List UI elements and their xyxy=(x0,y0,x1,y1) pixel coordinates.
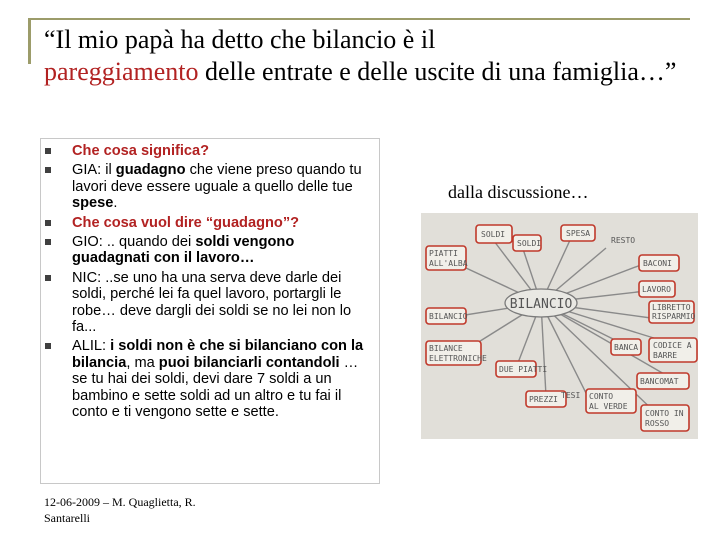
bullet-text-segment: guadagno xyxy=(115,162,186,179)
svg-text:AL VERDE: AL VERDE xyxy=(589,402,628,411)
title-part-1: “Il mio papà ha detto che bilancio è il xyxy=(44,25,436,54)
bullet-item xyxy=(44,270,374,336)
bullet-text-segment: GIO: .. quando dei xyxy=(72,234,196,251)
bullet-item xyxy=(44,338,374,420)
svg-text:ROSSO: ROSSO xyxy=(645,419,670,428)
svg-text:BANCOMAT: BANCOMAT xyxy=(640,377,679,386)
bullet-marker-icon xyxy=(45,275,51,281)
bullet-list xyxy=(44,143,374,424)
title-accent-vertical xyxy=(28,18,31,64)
bullet-marker-icon xyxy=(45,220,51,226)
mindmap-center-label: BILANCIO xyxy=(509,297,573,312)
bullet-text-segment: … se tu hai dei soldi, devi dare 7 soldi a un bambino e sette soldi ad un altro e tu fai il conto e ti vengono sette e sette. xyxy=(72,354,359,421)
svg-text:ALL'ALBA: ALL'ALBA xyxy=(429,259,468,268)
bullet-text-segment: i soldi non è che si bilanciano con la bilancia xyxy=(72,338,364,371)
bullet-text-segment: spese xyxy=(72,195,114,212)
bullet-item xyxy=(44,143,374,159)
bullet-text-segment: Che cosa significa? xyxy=(72,143,210,159)
mindmap-photo xyxy=(421,213,698,439)
slide-title xyxy=(44,24,694,88)
svg-text:TESI: TESI xyxy=(561,391,581,400)
title-accent-horizontal xyxy=(28,18,690,20)
svg-text:LAVORO: LAVORO xyxy=(642,285,671,294)
svg-text:RESTO: RESTO xyxy=(611,236,636,245)
bullet-item xyxy=(44,162,374,211)
svg-text:BARRE: BARRE xyxy=(653,351,678,360)
svg-text:BILANCE: BILANCE xyxy=(429,344,463,353)
photo-caption: dalla discussione… xyxy=(448,182,589,202)
svg-text:DUE PIATTI: DUE PIATTI xyxy=(499,365,548,374)
bullet-text-segment: che viene preso quando tu lavori deve essere uguale a quello delle tue xyxy=(72,162,362,195)
svg-text:CODICE A: CODICE A xyxy=(653,341,692,350)
svg-text:PIATTI: PIATTI xyxy=(429,249,458,258)
bullet-text-segment: ALIL: xyxy=(72,338,111,355)
bullet-text-segment: GIA: il xyxy=(72,162,116,179)
bullet-text-segment: Che cosa vuol dire “guadagno”? xyxy=(72,214,300,231)
bullet-text-segment: soldi vengono guadagnati con il lavoro… xyxy=(72,234,295,267)
svg-text:SPESA: SPESA xyxy=(566,229,591,238)
title-part-3: delle entrate e delle uscite di una famiglia…” xyxy=(198,57,677,86)
bullet-text-segment: . xyxy=(113,195,118,212)
svg-text:BANCA: BANCA xyxy=(614,343,639,352)
bullet-text-segment: , ma xyxy=(126,354,159,371)
svg-text:CONTO IN: CONTO IN xyxy=(645,409,684,418)
svg-text:PREZZI: PREZZI xyxy=(529,395,558,404)
svg-text:LIBRETTO: LIBRETTO xyxy=(652,303,691,312)
slide-footer: 12-06-2009 – M. Quaglietta, R. Santarelli xyxy=(44,495,196,525)
svg-text:RISPARMIO: RISPARMIO xyxy=(652,312,696,321)
svg-text:SOLDI: SOLDI xyxy=(481,230,506,239)
svg-text:BILANCIO: BILANCIO xyxy=(429,312,468,321)
bullet-item xyxy=(44,234,374,267)
svg-text:BACONI: BACONI xyxy=(643,259,672,268)
title-part-2: pareggiamento xyxy=(44,57,199,86)
svg-text:SOLDI: SOLDI xyxy=(517,239,542,248)
bullet-marker-icon xyxy=(45,343,51,349)
bullet-text-segment: NIC: ..se uno ha una serva deve darle dei soldi, perché lei fa quel lavoro, portargli le robe… deve dargli dei soldi se no lei non lo fa... xyxy=(72,269,352,336)
svg-text:ELETTRONICHE: ELETTRONICHE xyxy=(429,354,487,363)
bullet-marker-icon xyxy=(45,239,51,245)
bullet-item xyxy=(44,215,374,231)
bullet-text-segment: puoi bilanciarli contandoli xyxy=(158,354,340,371)
svg-text:CONTO: CONTO xyxy=(589,392,614,401)
bullet-marker-icon xyxy=(45,167,51,173)
bullet-marker-icon xyxy=(45,148,51,154)
